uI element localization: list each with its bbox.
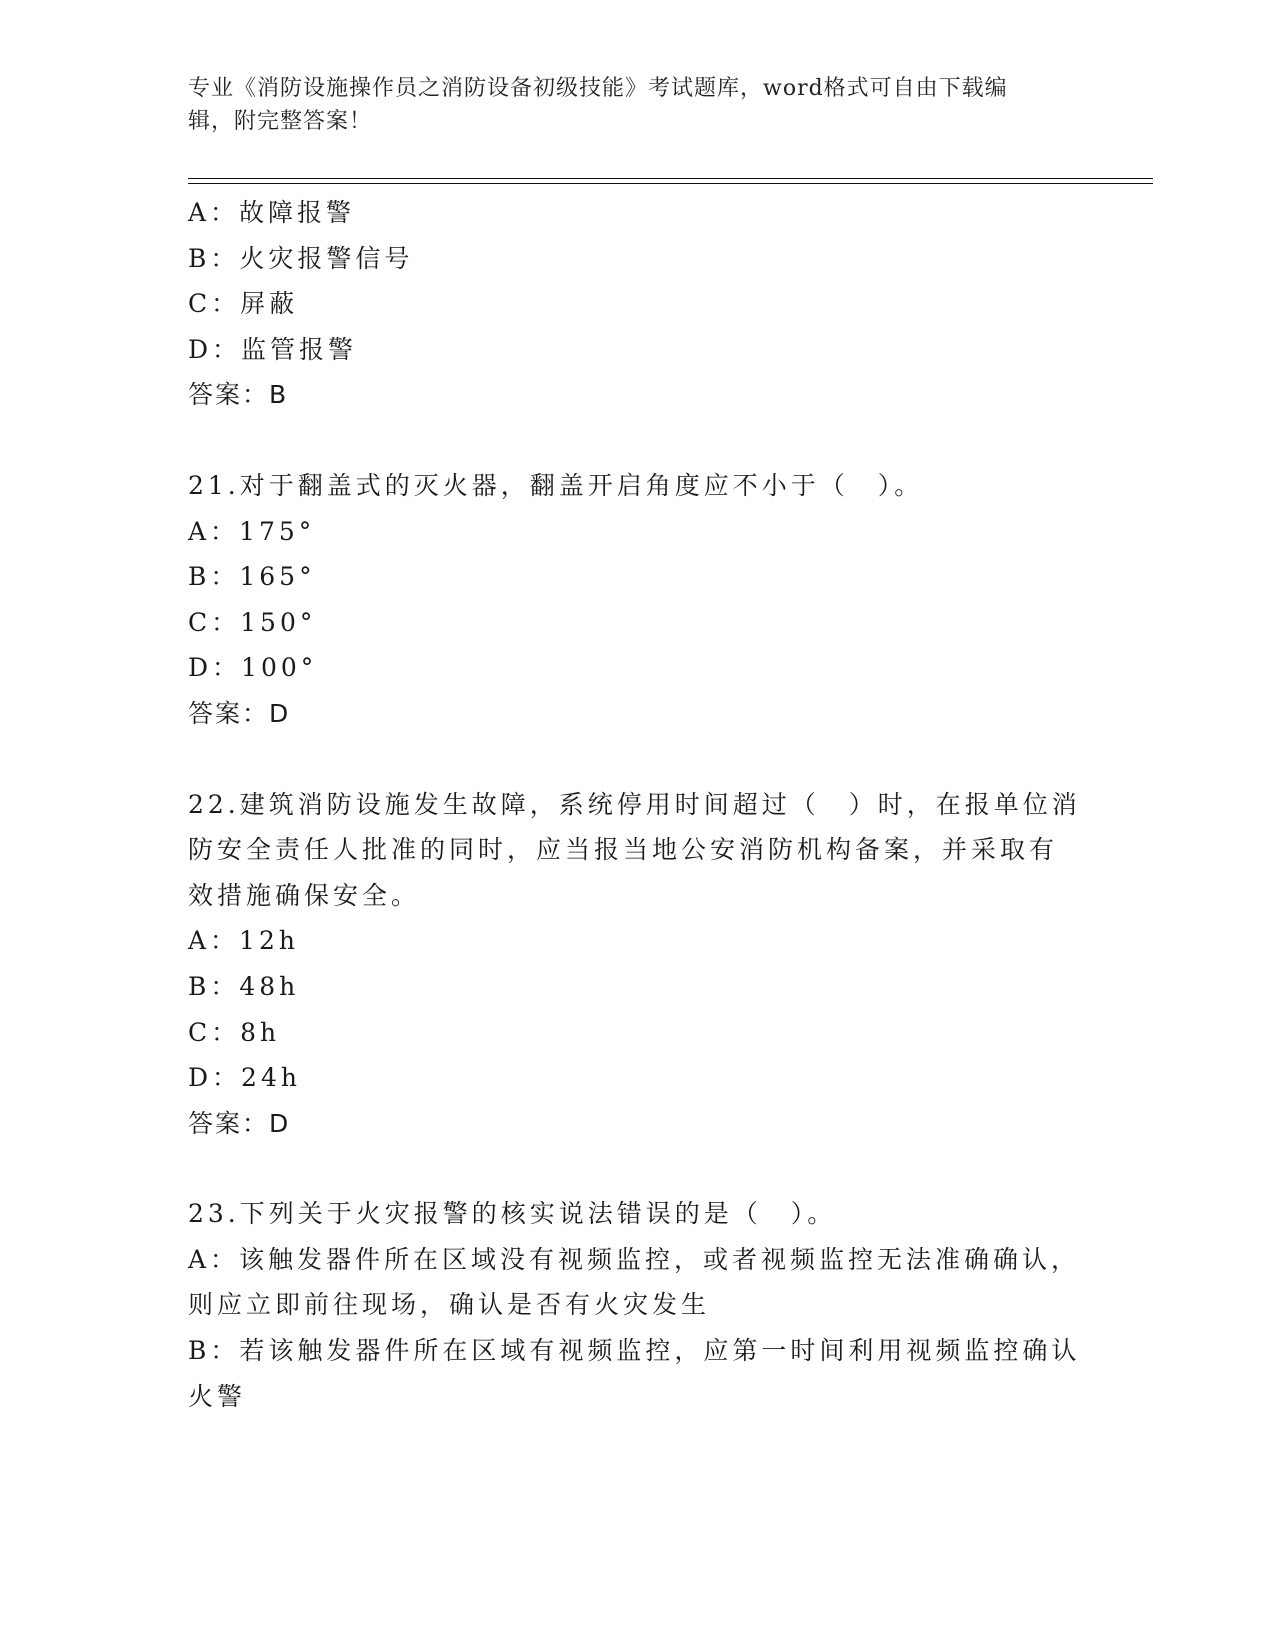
option-c: C：8h [188,1017,281,1047]
prev-question-block [188,190,1088,418]
option-d: D：24h [188,1063,301,1093]
option-a: A：12h [188,926,299,956]
option-c: C：150° [188,607,317,637]
question-stem: 23.下列关于火灾报警的核实说法错误的是（ ）。 [188,1199,837,1229]
question-22-block [188,782,1088,1147]
document-header [188,72,1068,138]
header-line-2: 辑，附完整答案！ [188,109,373,134]
option-d: D：监管报警 [188,334,358,364]
question-content [188,190,1088,1419]
option-b-line-1: B：若该触发器件所在区域有视频监控，应第一时间利用视频监控确认 [188,1336,1081,1366]
question-stem: 21.对于翻盖式的灭火器，翻盖开启角度应不小于（ ）。 [188,470,924,500]
question-stem-line-1: 22.建筑消防设施发生故障，系统停用时间超过（ ）时，在报单位消 [188,789,1081,819]
question-stem-line-2: 防安全责任人批准的同时，应当报当地公安消防机构备案，并采取有 [188,835,1059,865]
answer-line: 答案：D [188,1108,291,1138]
option-d: D：100° [188,653,318,683]
option-b: B：165° [188,562,316,592]
answer-line: 答案：D [188,698,291,728]
header-divider-bottom [188,183,1153,184]
option-a-line-2: 则应立即前往现场，确认是否有火灾发生 [188,1290,711,1320]
header-line-1: 专业《消防设施操作员之消防设备初级技能》考试题库，word格式可自由下载编 [188,76,1008,101]
question-stem-line-3: 效措施确保安全。 [188,880,421,910]
answer-line: 答案：B [188,380,289,410]
option-a: A：故障报警 [188,198,356,227]
option-a: A：175° [188,516,316,546]
option-c: C：屏蔽 [188,289,299,319]
header-divider-top [188,178,1153,179]
option-b: B：火灾报警信号 [188,243,414,273]
question-21-block [188,463,1088,737]
option-b-line-2: 火警 [188,1381,247,1411]
option-b: B：48h [188,971,300,1001]
question-23-block [188,1191,1088,1419]
option-a-line-1: A：该触发器件所在区域没有视频监控，或者视频监控无法准确确认， [188,1244,1081,1274]
